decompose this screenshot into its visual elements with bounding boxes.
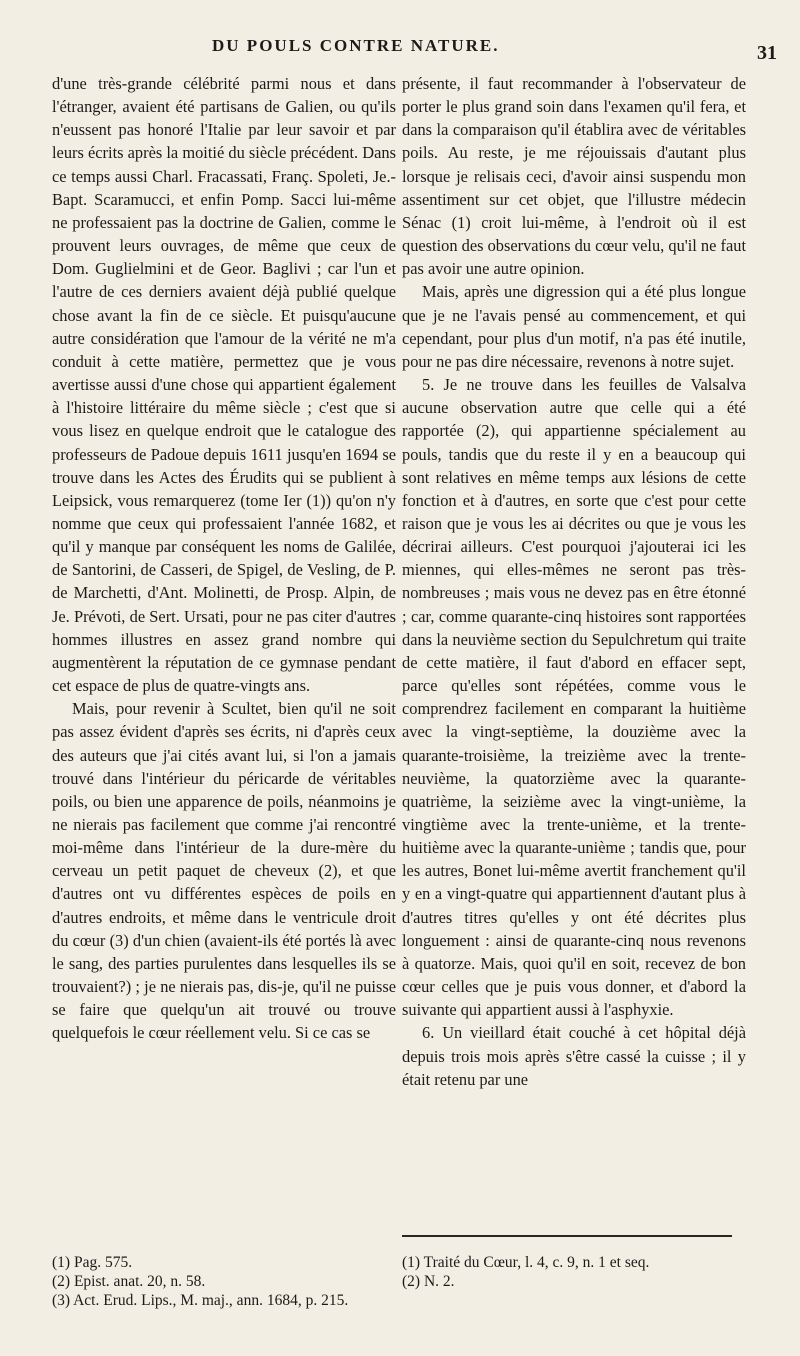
- footnote: (1) Traité du Cœur, l. 4, c. 9, n. 1 et seq.: [402, 1254, 650, 1271]
- right-paragraph-4: 6. Un vieillard était couché à cet hôpital déjà depuis trois mois après s'être cassé la cuisse ; il y était retenu par une: [402, 1023, 746, 1089]
- left-paragraph-2: Mais, pour revenir à Scultet, bien qu'il ne soit pas assez évident d'après ses écrits, ni d'après ceux des auteurs que j'ai cités avant lui, si l'on a jamais trouvé dans l'intérieur du péricarde de véritables poils, ou bien une apparence de poils, néanmoins je ne nierais pas facilement que comme j'ai rencontré moi-même dans l'intérieur de la dure-mère du cerveau un petit paquet de cheveux (2), et que d'autres ont vu différentes espèces de poils en d'autres endroits, et même dans le ventricule droit du cœur (3) d'un chien (avaient-ils été portés là avec le sang, des parties purulentes dans lesquelles ils se trouvaient?) ; je ne nierais pas, dis-je, qu'il ne puisse se faire que quelqu'un ait trouvé ou trouve quelquefois le cœur réellement velu. Si ce cas se: [52, 699, 396, 1043]
- page-header: [0, 36, 800, 66]
- footnote-rule-right: [402, 1235, 732, 1237]
- running-head: DU POULS CONTRE NATURE.: [212, 36, 500, 55]
- left-paragraph-1: d'une très-grande célébrité parmi nous et dans l'étranger, avaient été partisans de Galien, ou qu'ils n'eussent pas honoré l'Italie par leur savoir et par leurs écrits après la moitié du siècle précédent. Dans ce temps aussi Charl. Fracassati, Franç. Spoleti, Je.-Bapt. Scaramucci, et enfin Pomp. Sacci lui-même ne professaient pas la doctrine de Galien, comme le prouvent leurs ouvrages, de même que ceux de Dom. Guglielmini et de Geor. Baglivi ; car l'un et l'autre de ces derniers avaient déjà publié quelque chose avant la fin de ce siècle. Et puisqu'aucune autre considération que l'amour de la vérité ne m'a conduit à cette matière, permettez que je vous avertisse aussi d'une chose qui appartient également à l'histoire littéraire du même siècle ; c'est que si vous lisez en quelque endroit que le catalogue des professeurs de Padoue depuis 1611 jusqu'en 1694 se trouve dans les Actes des Érudits qui se publient à Leipsick, vous remarquerez (tome Ier (1)) qu'on n'y nomme que ceux qui professaient l'année 1682, et qu'il y manque par conséquent les noms de Galilée, de Santorini, de Casseri, de Spigel, de Vesling, de P. de Marchetti, d'Ant. Molinetti, de Prosp. Alpin, de Je. Prévoti, de Sert. Ursati, pour ne pas citer d'autres hommes illustres en assez grand nombre qui augmentèrent la réputation de ce gymnase pendant cet espace de plus de quatre-vingts ans.: [52, 74, 396, 696]
- footnote: (1) Pag. 575.: [52, 1254, 133, 1271]
- left-column: [52, 72, 396, 1045]
- footnote: (3) Act. Erud. Lips., M. maj., ann. 1684, p. 215.: [52, 1292, 349, 1309]
- right-column: [402, 72, 746, 1091]
- right-paragraph-3: 5. Je ne trouve dans les feuilles de Valsalva aucune observation autre que celle qui a été rapportée (2), qui appartienne spécialement au pouls, tandis que du reste il y en a beaucoup qui sont relatives en même temps aux lésions de cette fonction et à d'autres, en sorte que c'est pour cette raison que je vous les ai décrites ou que je vous les décrirai ailleurs. C'est pourquoi j'ajouterai ici les miennes, qui elles-mêmes ne seront pas très-nombreuses ; mais vous ne devez pas en être étonné ; car, comme quarante-cinq histoires sont rapportées dans la neuvième section du Sepulchretum qui traite de cette matière, il faut d'abord en effacer sept, parce qu'elles sont répétées, comme vous le comprendrez facilement en comparant la huitième avec la vingt-septième, la douzième avec la quarante-troisième, la treizième avec la trente-neuvième, la quatorzième avec la quarante-quatrième, la seizième avec la vingt-unième, la vingtième avec la trente-unième, et la trente-huitième avec la quarante-unième ; tandis que, pour les autres, Bonet lui-même avertit franchement qu'il y en a vingt-quatre qui appartiennent d'autant plus à d'autres titres qu'elles y ont été décrites plus longuement : ainsi de quarante-cinq nous revenons à quatorze. Mais, quoi qu'il en soit, recevez de bon cœur celles que je puis vous donner, et d'abord la suivante qui appartient aussi à l'asphyxie.: [402, 375, 746, 1020]
- footnotes-left: [52, 1253, 372, 1310]
- footnotes-right: [402, 1253, 742, 1291]
- right-paragraph-1: présente, il faut recommander à l'observateur de porter le plus grand soin dans l'examen qu'il fera, et dans la comparaison qu'il établira avec de véritables poils. Au reste, je me réjouissais d'autant plus lorsque je relisais ceci, d'avoir ainsi suspendu mon assentiment sur cet objet, que l'illustre médecin Sénac (1) croit lui-même, à l'endroit où il est question des observations du cœur velu, qu'il ne faut pas avoir une autre opinion.: [402, 74, 746, 279]
- footnote: (2) Epist. anat. 20, n. 58.: [52, 1273, 206, 1290]
- right-paragraph-2: Mais, après une digression qui a été plus longue que je ne l'avais pensé au commencement, et qui cependant, pour plus d'un motif, n'a pas été inutile, pour ne pas dire nécessaire, revenons à notre sujet.: [402, 282, 746, 371]
- footnote: (2) N. 2.: [402, 1273, 455, 1290]
- page-number: 31: [757, 42, 777, 64]
